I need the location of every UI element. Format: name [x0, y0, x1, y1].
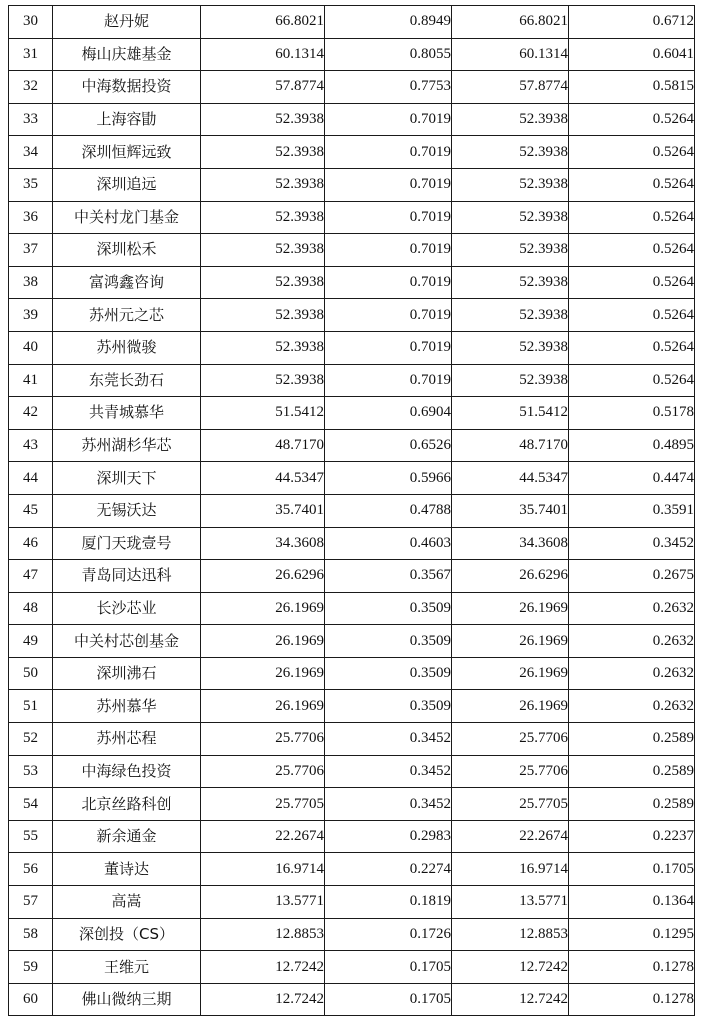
table-row: [9, 951, 695, 984]
value-cell-4: 0.5264: [569, 364, 695, 397]
row-number-cell: 33: [9, 103, 53, 136]
shareholder-name-cell: 梅山庆雄基金: [53, 38, 201, 71]
shareholder-name-cell: 深圳沸石: [53, 657, 201, 690]
shareholder-name-cell: 高嵩: [53, 886, 201, 919]
shareholder-name-cell: 苏州芯程: [53, 723, 201, 756]
table-row: [9, 266, 695, 299]
table-row: [9, 853, 695, 886]
value-cell-3: 22.2674: [452, 820, 569, 853]
table-row: [9, 723, 695, 756]
table-row: [9, 788, 695, 821]
value-cell-2: 0.7019: [325, 234, 452, 267]
row-number-cell: 51: [9, 690, 53, 723]
value-cell-3: 52.3938: [452, 234, 569, 267]
value-cell-1: 25.7705: [201, 788, 325, 821]
row-number-cell: 43: [9, 429, 53, 462]
table-row: [9, 234, 695, 267]
value-cell-1: 51.5412: [201, 397, 325, 430]
value-cell-1: 57.8774: [201, 71, 325, 104]
value-cell-4: 0.1364: [569, 886, 695, 919]
value-cell-1: 52.3938: [201, 364, 325, 397]
value-cell-1: 66.8021: [201, 6, 325, 39]
value-cell-4: 0.5264: [569, 103, 695, 136]
row-number-cell: 59: [9, 951, 53, 984]
value-cell-2: 0.3452: [325, 723, 452, 756]
value-cell-1: 52.3938: [201, 168, 325, 201]
row-number-cell: 40: [9, 331, 53, 364]
shareholder-name-cell: 中海绿色投资: [53, 755, 201, 788]
shareholder-name-cell: 青岛同达迅科: [53, 560, 201, 593]
shareholder-name-cell: 东莞长劲石: [53, 364, 201, 397]
table-row: [9, 462, 695, 495]
table-row: [9, 71, 695, 104]
value-cell-4: 0.5264: [569, 168, 695, 201]
shareholder-name-cell: 中关村芯创基金: [53, 625, 201, 658]
table-row: [9, 299, 695, 332]
value-cell-4: 0.2632: [569, 690, 695, 723]
value-cell-3: 12.7242: [452, 951, 569, 984]
value-cell-3: 52.3938: [452, 168, 569, 201]
value-cell-4: 0.5264: [569, 201, 695, 234]
value-cell-1: 52.3938: [201, 136, 325, 169]
value-cell-4: 0.1278: [569, 951, 695, 984]
value-cell-1: 44.5347: [201, 462, 325, 495]
shareholder-name-cell: 苏州慕华: [53, 690, 201, 723]
value-cell-2: 0.2274: [325, 853, 452, 886]
value-cell-3: 26.6296: [452, 560, 569, 593]
value-cell-2: 0.7019: [325, 331, 452, 364]
shareholder-name-cell: 中海数据投资: [53, 71, 201, 104]
value-cell-4: 0.5264: [569, 266, 695, 299]
table-row: [9, 201, 695, 234]
value-cell-1: 26.1969: [201, 625, 325, 658]
row-number-cell: 52: [9, 723, 53, 756]
value-cell-1: 52.3938: [201, 103, 325, 136]
value-cell-2: 0.6526: [325, 429, 452, 462]
shareholder-name-cell: 上海容勖: [53, 103, 201, 136]
table-row: [9, 397, 695, 430]
value-cell-2: 0.7019: [325, 168, 452, 201]
value-cell-4: 0.1278: [569, 983, 695, 1016]
value-cell-1: 52.3938: [201, 299, 325, 332]
value-cell-3: 26.1969: [452, 625, 569, 658]
value-cell-3: 35.7401: [452, 494, 569, 527]
value-cell-4: 0.2589: [569, 788, 695, 821]
table-row: [9, 983, 695, 1016]
shareholder-name-cell: 北京丝路科创: [53, 788, 201, 821]
value-cell-4: 0.1705: [569, 853, 695, 886]
row-number-cell: 58: [9, 918, 53, 951]
shareholder-name-cell: 厦门天珑壹号: [53, 527, 201, 560]
row-number-cell: 34: [9, 136, 53, 169]
value-cell-1: 16.9714: [201, 853, 325, 886]
value-cell-4: 0.5264: [569, 136, 695, 169]
row-number-cell: 45: [9, 494, 53, 527]
value-cell-3: 57.8774: [452, 71, 569, 104]
value-cell-2: 0.1819: [325, 886, 452, 919]
row-number-cell: 32: [9, 71, 53, 104]
value-cell-3: 25.7706: [452, 755, 569, 788]
value-cell-2: 0.4603: [325, 527, 452, 560]
table-row: [9, 886, 695, 919]
row-number-cell: 54: [9, 788, 53, 821]
value-cell-4: 0.2237: [569, 820, 695, 853]
row-number-cell: 57: [9, 886, 53, 919]
table-row: [9, 625, 695, 658]
value-cell-1: 12.7242: [201, 983, 325, 1016]
value-cell-3: 52.3938: [452, 103, 569, 136]
shareholder-name-cell: 苏州微骏: [53, 331, 201, 364]
value-cell-2: 0.6904: [325, 397, 452, 430]
value-cell-3: 26.1969: [452, 657, 569, 690]
table-body: [9, 6, 695, 1016]
value-cell-1: 52.3938: [201, 201, 325, 234]
value-cell-1: 52.3938: [201, 234, 325, 267]
row-number-cell: 39: [9, 299, 53, 332]
value-cell-4: 0.2632: [569, 625, 695, 658]
value-cell-1: 26.6296: [201, 560, 325, 593]
table-row: [9, 6, 695, 39]
row-number-cell: 38: [9, 266, 53, 299]
value-cell-1: 35.7401: [201, 494, 325, 527]
table-row: [9, 755, 695, 788]
value-cell-2: 0.7019: [325, 103, 452, 136]
row-number-cell: 42: [9, 397, 53, 430]
shareholder-name-cell: 王维元: [53, 951, 201, 984]
shareholder-name-cell: 苏州湖杉华芯: [53, 429, 201, 462]
value-cell-3: 60.1314: [452, 38, 569, 71]
value-cell-2: 0.1726: [325, 918, 452, 951]
shareholder-name-cell: 富鸿鑫咨询: [53, 266, 201, 299]
shareholder-name-cell: 佛山微纳三期: [53, 983, 201, 1016]
value-cell-2: 0.8949: [325, 6, 452, 39]
value-cell-3: 52.3938: [452, 299, 569, 332]
value-cell-3: 25.7706: [452, 723, 569, 756]
value-cell-2: 0.3452: [325, 755, 452, 788]
value-cell-2: 0.3452: [325, 788, 452, 821]
row-number-cell: 49: [9, 625, 53, 658]
table-row: [9, 690, 695, 723]
value-cell-3: 12.8853: [452, 918, 569, 951]
shareholding-table: [8, 5, 695, 1016]
value-cell-4: 0.1295: [569, 918, 695, 951]
value-cell-4: 0.2589: [569, 755, 695, 788]
value-cell-4: 0.5178: [569, 397, 695, 430]
shareholder-name-cell: 深圳追远: [53, 168, 201, 201]
value-cell-1: 13.5771: [201, 886, 325, 919]
row-number-cell: 31: [9, 38, 53, 71]
table-row: [9, 820, 695, 853]
value-cell-2: 0.2983: [325, 820, 452, 853]
row-number-cell: 41: [9, 364, 53, 397]
row-number-cell: 35: [9, 168, 53, 201]
value-cell-3: 52.3938: [452, 331, 569, 364]
row-number-cell: 47: [9, 560, 53, 593]
table-row: [9, 592, 695, 625]
shareholder-name-cell: 共青城慕华: [53, 397, 201, 430]
value-cell-2: 0.3509: [325, 592, 452, 625]
value-cell-1: 34.3608: [201, 527, 325, 560]
value-cell-2: 0.3567: [325, 560, 452, 593]
value-cell-3: 26.1969: [452, 690, 569, 723]
table-row: [9, 429, 695, 462]
value-cell-4: 0.3452: [569, 527, 695, 560]
table-row: [9, 657, 695, 690]
row-number-cell: 46: [9, 527, 53, 560]
value-cell-3: 12.7242: [452, 983, 569, 1016]
row-number-cell: 50: [9, 657, 53, 690]
table-row: [9, 527, 695, 560]
shareholder-name-cell: 无锡沃达: [53, 494, 201, 527]
value-cell-4: 0.3591: [569, 494, 695, 527]
value-cell-3: 52.3938: [452, 136, 569, 169]
row-number-cell: 37: [9, 234, 53, 267]
value-cell-3: 66.8021: [452, 6, 569, 39]
value-cell-2: 0.7019: [325, 266, 452, 299]
row-number-cell: 30: [9, 6, 53, 39]
row-number-cell: 53: [9, 755, 53, 788]
value-cell-3: 16.9714: [452, 853, 569, 886]
value-cell-2: 0.1705: [325, 983, 452, 1016]
value-cell-3: 52.3938: [452, 201, 569, 234]
shareholder-name-cell: 苏州元之芯: [53, 299, 201, 332]
shareholder-name-cell: 深圳恒辉远致: [53, 136, 201, 169]
value-cell-3: 26.1969: [452, 592, 569, 625]
row-number-cell: 44: [9, 462, 53, 495]
table-row: [9, 136, 695, 169]
value-cell-4: 0.4474: [569, 462, 695, 495]
table-row: [9, 364, 695, 397]
value-cell-1: 52.3938: [201, 266, 325, 299]
value-cell-3: 13.5771: [452, 886, 569, 919]
value-cell-4: 0.2675: [569, 560, 695, 593]
table-row: [9, 560, 695, 593]
value-cell-1: 48.7170: [201, 429, 325, 462]
shareholder-name-cell: 深圳天下: [53, 462, 201, 495]
row-number-cell: 48: [9, 592, 53, 625]
row-number-cell: 56: [9, 853, 53, 886]
value-cell-1: 22.2674: [201, 820, 325, 853]
value-cell-1: 60.1314: [201, 38, 325, 71]
value-cell-2: 0.7019: [325, 299, 452, 332]
value-cell-4: 0.6712: [569, 6, 695, 39]
value-cell-3: 48.7170: [452, 429, 569, 462]
value-cell-2: 0.7019: [325, 364, 452, 397]
value-cell-4: 0.2589: [569, 723, 695, 756]
value-cell-1: 26.1969: [201, 657, 325, 690]
value-cell-2: 0.1705: [325, 951, 452, 984]
value-cell-1: 12.8853: [201, 918, 325, 951]
shareholder-name-cell: 长沙芯业: [53, 592, 201, 625]
table-row: [9, 494, 695, 527]
shareholder-name-cell: 深圳松禾: [53, 234, 201, 267]
value-cell-1: 25.7706: [201, 723, 325, 756]
value-cell-4: 0.5264: [569, 331, 695, 364]
value-cell-2: 0.3509: [325, 690, 452, 723]
value-cell-3: 52.3938: [452, 266, 569, 299]
value-cell-2: 0.7753: [325, 71, 452, 104]
value-cell-4: 0.2632: [569, 592, 695, 625]
value-cell-2: 0.3509: [325, 657, 452, 690]
value-cell-1: 26.1969: [201, 690, 325, 723]
value-cell-4: 0.5264: [569, 299, 695, 332]
value-cell-4: 0.5264: [569, 234, 695, 267]
value-cell-2: 0.7019: [325, 201, 452, 234]
value-cell-1: 12.7242: [201, 951, 325, 984]
value-cell-1: 52.3938: [201, 331, 325, 364]
row-number-cell: 36: [9, 201, 53, 234]
value-cell-4: 0.4895: [569, 429, 695, 462]
table-row: [9, 38, 695, 71]
value-cell-1: 26.1969: [201, 592, 325, 625]
row-number-cell: 55: [9, 820, 53, 853]
value-cell-4: 0.2632: [569, 657, 695, 690]
value-cell-4: 0.6041: [569, 38, 695, 71]
value-cell-3: 44.5347: [452, 462, 569, 495]
table-row: [9, 918, 695, 951]
value-cell-2: 0.5966: [325, 462, 452, 495]
shareholder-name-cell: 董诗达: [53, 853, 201, 886]
shareholder-name-cell: 中关村龙门基金: [53, 201, 201, 234]
table-row: [9, 331, 695, 364]
value-cell-2: 0.7019: [325, 136, 452, 169]
shareholder-name-cell: 深创投（CS）: [53, 918, 201, 951]
table-row: [9, 103, 695, 136]
value-cell-3: 25.7705: [452, 788, 569, 821]
table-row: [9, 168, 695, 201]
value-cell-3: 51.5412: [452, 397, 569, 430]
shareholder-name-cell: 赵丹妮: [53, 6, 201, 39]
row-number-cell: 60: [9, 983, 53, 1016]
value-cell-1: 25.7706: [201, 755, 325, 788]
shareholder-name-cell: 新余通金: [53, 820, 201, 853]
value-cell-2: 0.3509: [325, 625, 452, 658]
value-cell-3: 34.3608: [452, 527, 569, 560]
value-cell-4: 0.5815: [569, 71, 695, 104]
value-cell-2: 0.4788: [325, 494, 452, 527]
value-cell-2: 0.8055: [325, 38, 452, 71]
value-cell-3: 52.3938: [452, 364, 569, 397]
